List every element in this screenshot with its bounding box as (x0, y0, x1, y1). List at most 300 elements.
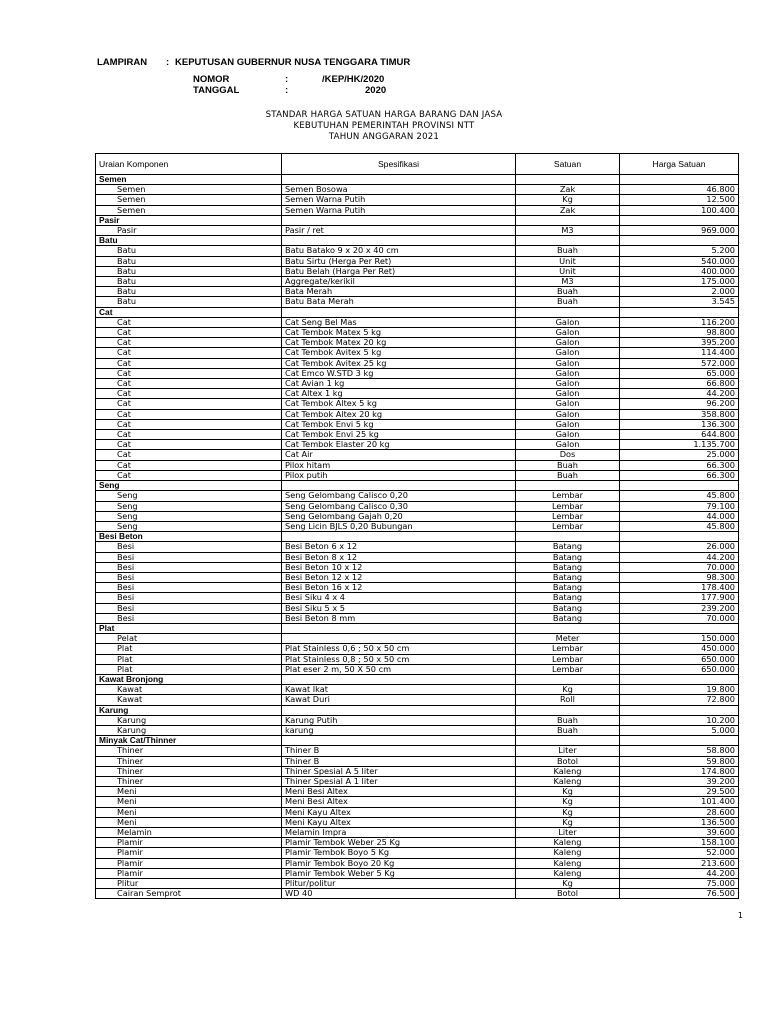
group-label: Cat (96, 307, 282, 317)
group-row (96, 175, 739, 185)
cell-spesifikasi: Semen Warna Putih (282, 195, 516, 205)
cell-satuan: Meter (516, 634, 620, 644)
table-row (96, 572, 739, 582)
table-row (96, 317, 739, 327)
cell-uraian: Besi (96, 572, 282, 582)
cell-spesifikasi: Plamir Tembok Weber 25 Kg (282, 838, 516, 848)
cell-harga: 5.000 (620, 725, 739, 735)
col-header-harga: Harga Satuan (620, 154, 739, 175)
group-empty-cell (282, 215, 516, 225)
cell-spesifikasi: Cat Tembok Matex 20 kg (282, 338, 516, 348)
group-empty-cell (282, 674, 516, 684)
cell-satuan: Galon (516, 409, 620, 419)
cell-uraian: Cat (96, 440, 282, 450)
table-row (96, 379, 739, 389)
tanggal-value: 2020 (365, 85, 387, 96)
cell-spesifikasi: Thiner B (282, 746, 516, 756)
group-empty-cell (282, 236, 516, 246)
cell-spesifikasi: Plamir Tembok Boyo 5 Kg (282, 848, 516, 858)
cell-harga: 178.400 (620, 583, 739, 593)
cell-uraian: Plamir (96, 858, 282, 868)
cell-spesifikasi: Semen Bosowa (282, 185, 516, 195)
cell-uraian: Besi (96, 593, 282, 603)
table-row (96, 644, 739, 654)
cell-spesifikasi: Kawat Ikat (282, 685, 516, 695)
group-row (96, 705, 739, 715)
cell-spesifikasi: Plamir Tembok Weber 5 Kg (282, 868, 516, 878)
group-label: Batu (96, 236, 282, 246)
cell-spesifikasi: Meni Besi Altex (282, 787, 516, 797)
table-header-row (96, 154, 739, 175)
cell-harga: 19.800 (620, 685, 739, 695)
table-row (96, 838, 739, 848)
cell-spesifikasi: Karung Putih (282, 715, 516, 725)
cell-satuan: Liter (516, 828, 620, 838)
table-row (96, 542, 739, 552)
cell-satuan: Batang (516, 542, 620, 552)
table-row (96, 603, 739, 613)
cell-satuan: Galon (516, 430, 620, 440)
table-row (96, 195, 739, 205)
cell-harga: 3.545 (620, 297, 739, 307)
cell-spesifikasi: karung (282, 725, 516, 735)
cell-harga: 26.000 (620, 542, 739, 552)
cell-spesifikasi: Plat Stainless 0,8 ; 50 x 50 cm (282, 654, 516, 664)
cell-harga: 400.000 (620, 266, 739, 276)
cell-uraian: Plat (96, 664, 282, 674)
group-empty-cell (516, 175, 620, 185)
group-row (96, 623, 739, 633)
table-row (96, 399, 739, 409)
cell-satuan: Unit (516, 256, 620, 266)
group-row (96, 215, 739, 225)
cell-harga: 136.500 (620, 817, 739, 827)
cell-uraian: Cat (96, 358, 282, 368)
table-row (96, 368, 739, 378)
cell-harga: 45.800 (620, 491, 739, 501)
cell-uraian: Besi (96, 613, 282, 623)
cell-satuan: Kaleng (516, 848, 620, 858)
cell-uraian: Batu (96, 287, 282, 297)
cell-satuan: Batang (516, 603, 620, 613)
cell-uraian: Cat (96, 368, 282, 378)
cell-uraian: Thiner (96, 756, 282, 766)
cell-uraian: Kawat (96, 695, 282, 705)
group-empty-cell (282, 481, 516, 491)
table-row (96, 430, 739, 440)
price-table (95, 153, 739, 899)
cell-satuan: Buah (516, 715, 620, 725)
cell-uraian: Meni (96, 807, 282, 817)
cell-spesifikasi: Thiner Spesial A 5 liter (282, 766, 516, 776)
cell-satuan: Lembar (516, 654, 620, 664)
cell-uraian: Cat (96, 328, 282, 338)
cell-harga: 44.200 (620, 552, 739, 562)
cell-satuan: Kg (516, 797, 620, 807)
cell-uraian: Seng (96, 501, 282, 511)
table-row (96, 868, 739, 878)
cell-satuan: Batang (516, 562, 620, 572)
group-empty-cell (516, 736, 620, 746)
group-label: Seng (96, 481, 282, 491)
group-label: Pasir (96, 215, 282, 225)
cell-satuan: Botol (516, 756, 620, 766)
group-empty-cell (282, 736, 516, 746)
group-empty-cell (516, 674, 620, 684)
cell-satuan: Buah (516, 725, 620, 735)
table-row (96, 511, 739, 521)
group-label: Kawat Bronjong (96, 674, 282, 684)
cell-harga: 44.000 (620, 511, 739, 521)
table-row (96, 409, 739, 419)
cell-harga: 100.400 (620, 205, 739, 215)
cell-harga: 158.100 (620, 838, 739, 848)
group-empty-cell (620, 623, 739, 633)
cell-satuan: Galon (516, 338, 620, 348)
group-row (96, 236, 739, 246)
cell-uraian: Pasir (96, 226, 282, 236)
group-empty-cell (620, 307, 739, 317)
cell-uraian: Batu (96, 297, 282, 307)
cell-uraian: Kawat (96, 685, 282, 695)
cell-uraian: Batu (96, 256, 282, 266)
table-row (96, 634, 739, 644)
col-header-satuan: Satuan (516, 154, 620, 175)
table-row (96, 817, 739, 827)
col-header-uraian: Uraian Komponen (96, 154, 282, 175)
cell-harga: 98.800 (620, 328, 739, 338)
cell-satuan: Galon (516, 317, 620, 327)
cell-harga: 239.200 (620, 603, 739, 613)
table-row (96, 715, 739, 725)
cell-harga: 98.300 (620, 572, 739, 582)
cell-harga: 175.000 (620, 277, 739, 287)
tanggal-colon: : (285, 85, 289, 96)
table-row (96, 358, 739, 368)
cell-satuan: Kaleng (516, 766, 620, 776)
cell-spesifikasi: Besi Siku 4 x 4 (282, 593, 516, 603)
cell-harga: 29.500 (620, 787, 739, 797)
group-label: Semen (96, 175, 282, 185)
cell-satuan: M3 (516, 226, 620, 236)
group-label: Karung (96, 705, 282, 715)
cell-spesifikasi: Cat Avian 1 kg (282, 379, 516, 389)
group-label: Minyak Cat/Thinner (96, 736, 282, 746)
cell-uraian: Cat (96, 389, 282, 399)
cell-spesifikasi: Cat Tembok Matex 5 kg (282, 328, 516, 338)
group-empty-cell (620, 674, 739, 684)
cell-harga: 70.000 (620, 613, 739, 623)
table-row (96, 593, 739, 603)
cell-uraian: Plat (96, 654, 282, 664)
cell-spesifikasi: Besi Beton 8 x 12 (282, 552, 516, 562)
group-row (96, 532, 739, 542)
cell-satuan: Batang (516, 613, 620, 623)
group-empty-cell (620, 481, 739, 491)
cell-spesifikasi: Besi Beton 16 x 12 (282, 583, 516, 593)
table-row (96, 766, 739, 776)
group-label: Plat (96, 623, 282, 633)
cell-satuan: Buah (516, 297, 620, 307)
nomor-label: NOMOR (193, 74, 230, 85)
cell-uraian: Besi (96, 562, 282, 572)
group-empty-cell (620, 215, 739, 225)
cell-satuan: Botol (516, 889, 620, 899)
cell-spesifikasi: Melamin Impra (282, 828, 516, 838)
table-row (96, 297, 739, 307)
cell-satuan: Batang (516, 552, 620, 562)
cell-spesifikasi: WD 40 (282, 889, 516, 899)
cell-harga: 1.135.700 (620, 440, 739, 450)
cell-satuan: Galon (516, 419, 620, 429)
cell-satuan: Batang (516, 593, 620, 603)
table-row (96, 470, 739, 480)
cell-harga: 572.000 (620, 358, 739, 368)
cell-spesifikasi: Semen Warna Putih (282, 205, 516, 215)
cell-spesifikasi: Plat Stainless 0,6 ; 50 x 50 cm (282, 644, 516, 654)
cell-spesifikasi: Besi Beton 6 x 12 (282, 542, 516, 552)
cell-spesifikasi: Cat Tembok Altex 20 kg (282, 409, 516, 419)
table-row (96, 246, 739, 256)
cell-uraian: Cat (96, 409, 282, 419)
cell-spesifikasi: Cat Altex 1 kg (282, 389, 516, 399)
cell-harga: 358.800 (620, 409, 739, 419)
table-row (96, 807, 739, 817)
cell-harga: 10.200 (620, 715, 739, 725)
table-row (96, 440, 739, 450)
cell-uraian: Plamir (96, 868, 282, 878)
page-number: 1 (737, 911, 743, 920)
cell-harga: 76.500 (620, 889, 739, 899)
table-row (96, 756, 739, 766)
cell-harga: 25.000 (620, 450, 739, 460)
table-row (96, 491, 739, 501)
cell-harga: 213.600 (620, 858, 739, 868)
cell-spesifikasi: Plitur/politur (282, 879, 516, 889)
cell-satuan: Batang (516, 572, 620, 582)
table-body (96, 175, 739, 899)
cell-harga: 174.800 (620, 766, 739, 776)
cell-satuan: Roll (516, 695, 620, 705)
cell-satuan: Dos (516, 450, 620, 460)
cell-harga: 2.000 (620, 287, 739, 297)
table-row (96, 787, 739, 797)
cell-harga: 450.000 (620, 644, 739, 654)
table-row (96, 501, 739, 511)
cell-uraian: Cat (96, 419, 282, 429)
cell-harga: 96.200 (620, 399, 739, 409)
group-empty-cell (620, 175, 739, 185)
cell-harga: 44.200 (620, 868, 739, 878)
cell-spesifikasi: Cat Tembok Envi 25 kg (282, 430, 516, 440)
cell-uraian: Karung (96, 715, 282, 725)
cell-satuan: Lembar (516, 501, 620, 511)
cell-satuan: Kaleng (516, 838, 620, 848)
cell-spesifikasi: Cat Tembok Envi 5 kg (282, 419, 516, 429)
cell-spesifikasi: Aggregate/kerikil (282, 277, 516, 287)
cell-uraian: Melamin (96, 828, 282, 838)
cell-spesifikasi: Besi Beton 8 mm (282, 613, 516, 623)
cell-uraian: Besi (96, 552, 282, 562)
cell-satuan: Buah (516, 246, 620, 256)
table-row (96, 287, 739, 297)
cell-spesifikasi: Kawat Duri (282, 695, 516, 705)
cell-satuan: Lembar (516, 511, 620, 521)
cell-uraian: Cat (96, 430, 282, 440)
cell-satuan: Kg (516, 817, 620, 827)
cell-harga: 65.000 (620, 368, 739, 378)
group-empty-cell (620, 736, 739, 746)
cell-uraian: Plamir (96, 838, 282, 848)
cell-harga: 66.300 (620, 460, 739, 470)
cell-harga: 28.600 (620, 807, 739, 817)
cell-spesifikasi: Seng Licin BJLS 0,20 Bubungan (282, 521, 516, 531)
group-empty-cell (282, 175, 516, 185)
cell-satuan: Galon (516, 440, 620, 450)
cell-spesifikasi: Batu Belah (Harga Per Ret) (282, 266, 516, 276)
cell-spesifikasi: Bata Merah (282, 287, 516, 297)
table-row (96, 266, 739, 276)
group-row (96, 307, 739, 317)
cell-satuan: Kg (516, 195, 620, 205)
cell-spesifikasi: Cat Tembok Avitex 25 kg (282, 358, 516, 368)
table-row (96, 277, 739, 287)
table-row (96, 776, 739, 786)
group-empty-cell (282, 705, 516, 715)
cell-spesifikasi: Cat Seng Bel Mas (282, 317, 516, 327)
table-row (96, 613, 739, 623)
cell-satuan: Unit (516, 266, 620, 276)
group-empty-cell (516, 532, 620, 542)
cell-uraian: Cat (96, 338, 282, 348)
group-empty-cell (282, 623, 516, 633)
cell-spesifikasi: Plamir Tembok Boyo 20 Kg (282, 858, 516, 868)
cell-harga: 12.500 (620, 195, 739, 205)
cell-harga: 5.200 (620, 246, 739, 256)
cell-spesifikasi (282, 634, 516, 644)
group-empty-cell (620, 705, 739, 715)
cell-uraian: Batu (96, 246, 282, 256)
table-row (96, 419, 739, 429)
cell-spesifikasi: Thiner B (282, 756, 516, 766)
cell-uraian: Plat (96, 644, 282, 654)
cell-harga: 46.800 (620, 185, 739, 195)
cell-harga: 45.800 (620, 521, 739, 531)
cell-satuan: Kg (516, 807, 620, 817)
table-row (96, 889, 739, 899)
cell-uraian: Semen (96, 205, 282, 215)
cell-harga: 540.000 (620, 256, 739, 266)
cell-uraian: Plitur (96, 879, 282, 889)
cell-satuan: Kg (516, 879, 620, 889)
cell-satuan: Kaleng (516, 868, 620, 878)
nomor-colon: : (285, 74, 289, 85)
cell-satuan: Galon (516, 399, 620, 409)
table-row (96, 552, 739, 562)
cell-harga: 75.000 (620, 879, 739, 889)
cell-spesifikasi: Besi Beton 12 x 12 (282, 572, 516, 582)
group-empty-cell (516, 481, 620, 491)
group-empty-cell (282, 532, 516, 542)
lampiran-colon: : (166, 57, 170, 68)
table-row (96, 226, 739, 236)
cell-satuan: Lembar (516, 644, 620, 654)
cell-spesifikasi: Pilox putih (282, 470, 516, 480)
cell-satuan: Lembar (516, 491, 620, 501)
group-empty-cell (516, 215, 620, 225)
table-row (96, 848, 739, 858)
cell-uraian: Cat (96, 379, 282, 389)
cell-harga: 79.100 (620, 501, 739, 511)
cell-satuan: Kg (516, 685, 620, 695)
nomor-value: /KEP/HK/2020 (322, 74, 385, 85)
table-row (96, 328, 739, 338)
cell-harga: 39.600 (620, 828, 739, 838)
cell-uraian: Semen (96, 185, 282, 195)
cell-uraian: Besi (96, 583, 282, 593)
cell-uraian: Cat (96, 317, 282, 327)
cell-spesifikasi: Seng Gelombang Calisco 0,20 (282, 491, 516, 501)
col-header-spesifikasi: Spesifikasi (282, 154, 516, 175)
table-row (96, 256, 739, 266)
table-row (96, 521, 739, 531)
cell-harga: 66.800 (620, 379, 739, 389)
cell-harga: 44.200 (620, 389, 739, 399)
cell-harga: 52.000 (620, 848, 739, 858)
cell-harga: 101.400 (620, 797, 739, 807)
cell-harga: 136.300 (620, 419, 739, 429)
cell-uraian: Cat (96, 348, 282, 358)
cell-spesifikasi: Pilox hitam (282, 460, 516, 470)
cell-uraian: Batu (96, 277, 282, 287)
cell-uraian: Thiner (96, 746, 282, 756)
group-row (96, 481, 739, 491)
lampiran-label: LAMPIRAN (97, 57, 148, 68)
cell-uraian: Cat (96, 399, 282, 409)
group-empty-cell (516, 236, 620, 246)
cell-satuan: M3 (516, 277, 620, 287)
cell-harga: 39.200 (620, 776, 739, 786)
lampiran-value: KEPUTUSAN GUBERNUR NUSA TENGGARA TIMUR (175, 57, 411, 68)
cell-satuan: Liter (516, 746, 620, 756)
cell-uraian: Besi (96, 603, 282, 613)
cell-satuan: Buah (516, 470, 620, 480)
table-row (96, 389, 739, 399)
cell-spesifikasi: Meni Kayu Altex (282, 817, 516, 827)
cell-satuan: Galon (516, 379, 620, 389)
doc-title-line-1: STANDAR HARGA SATUAN HARGA BARANG DAN JASA (265, 110, 503, 120)
cell-spesifikasi: Meni Besi Altex (282, 797, 516, 807)
cell-harga: 58.800 (620, 746, 739, 756)
cell-spesifikasi: Cat Tembok Elaster 20 kg (282, 440, 516, 450)
cell-spesifikasi: Pasir / ret (282, 226, 516, 236)
cell-harga: 114.400 (620, 348, 739, 358)
cell-harga: 150.000 (620, 634, 739, 644)
table-row (96, 654, 739, 664)
table-row (96, 685, 739, 695)
cell-satuan: Galon (516, 389, 620, 399)
cell-spesifikasi: Cat Tembok Avitex 5 kg (282, 348, 516, 358)
cell-uraian: Batu (96, 266, 282, 276)
table-row (96, 205, 739, 215)
cell-uraian: Meni (96, 787, 282, 797)
table-row (96, 583, 739, 593)
cell-spesifikasi: Besi Beton 10 x 12 (282, 562, 516, 572)
table-row (96, 562, 739, 572)
group-empty-cell (282, 307, 516, 317)
cell-uraian: Seng (96, 511, 282, 521)
table-row (96, 858, 739, 868)
